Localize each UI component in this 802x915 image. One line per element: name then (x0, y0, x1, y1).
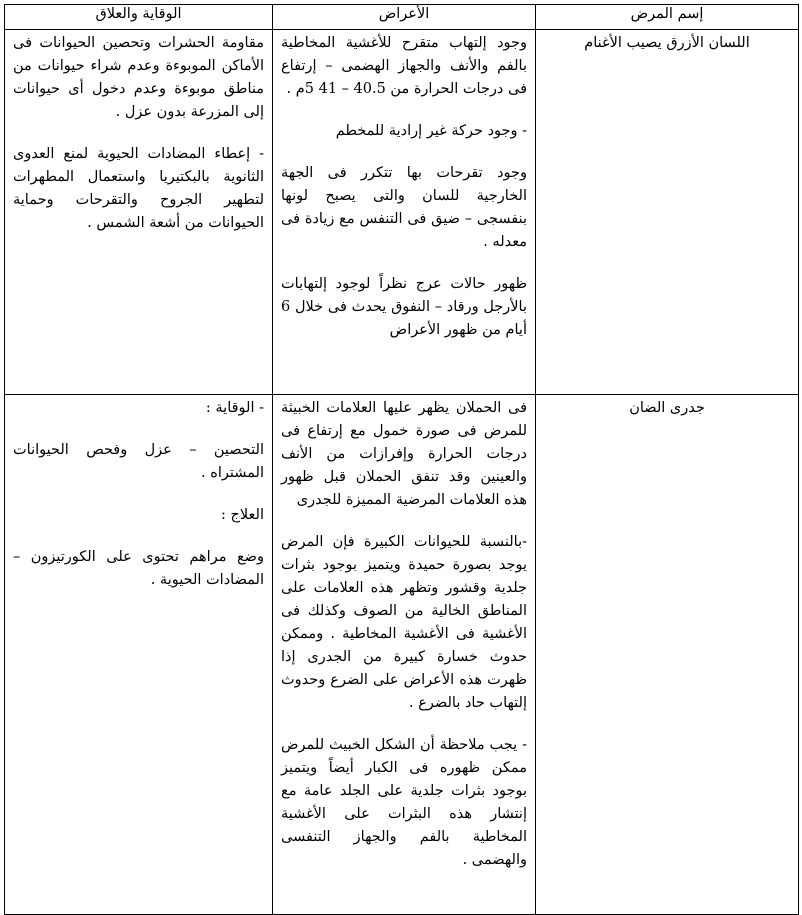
symptom-paragraph: - وجود حركة غير إرادية للمخطم (335, 123, 527, 139)
symptom-paragraph: ظهور حالات عرج نظراً لوجود إلتهابات بالأرجل ورقاد – النفوق يحدث فى خلال 6 أيام من ظهور الأعراض (281, 276, 527, 338)
symptoms-cell (273, 395, 536, 915)
treatment-paragraph: وضع مراهم تحتوى على الكورتيزون – المضادات الحيوية . (13, 549, 264, 588)
prevention-paragraph: التحصين – عزل وفحص الحيوانات المشتراه . (13, 442, 264, 481)
prevention-paragraph: - إعطاء المضادات الحيوية لمنع العدوى الثانوية بالبكتيريا واستعمال المطهرات لتطهير الجروح والتقرحات وحماية الحيوانات من أشعة الشمس . (13, 146, 264, 231)
header-row (5, 5, 799, 30)
prevention-cell (5, 30, 273, 395)
symptom-paragraph: - يجب ملاحظة أن الشكل الخبيث للمرض ممكن ظهوره فى الكبار أيضاً ويتميز بوجود بثرات جلدية على الجلد عامة مع إنتشار هذه البثرات على الأغشية المخاطية بالفم والجهاز التنفسى والهضمى . (281, 737, 527, 868)
table-row (5, 30, 799, 395)
disease-name-cell (536, 395, 799, 915)
symptom-paragraph: وجود إلتهاب متقرح للأغشية المخاطية بالفم والأنف والجهاز الهضمى – إرتفاع فى درجات الحرارة من 40.5 – 41 5م . (281, 35, 527, 97)
header-disease-name: إسم المرض (536, 5, 799, 30)
header-prevention-treatment: الوقاية والعلاق (5, 5, 273, 30)
disease-name: جدرى الضان (629, 400, 705, 416)
prevention-heading: - الوقاية : (205, 400, 264, 416)
symptoms-cell (273, 30, 536, 395)
symptom-paragraph: فى الحملان يظهر عليها العلامات الخبيثة للمرض فى صورة خمول مع إرتفاع فى درجات الحرارة وإفرازات من الأنف والعينين وقد تنفق الحملان قبل ظهور هذه العلامات المرضية المميزة للجدرى (281, 400, 527, 508)
disease-name-cell (536, 30, 799, 395)
disease-name: اللسان الأزرق يصيب الأغنام (584, 35, 750, 51)
prevention-cell (5, 395, 273, 915)
header-symptoms: الأعراض (273, 5, 536, 30)
treatment-heading: العلاج : (221, 507, 264, 523)
diseases-table (4, 4, 799, 915)
symptom-paragraph: -بالنسبة للحيوانات الكبيرة فإن المرض يوجد بصورة حميدة ويتميز بوجود بثرات جلدية وقشور وتظهر هذه العلامات على المناطق الخالية من الصوف وكذلك فى الأغشية فى الأغشية المخاطية . وممكن حدوث خسارة كبيرة من الجدرى إذا ظهرت هذه الأعراض على الضرع وحدوث إلتهاب حاد بالضرع . (281, 534, 527, 711)
symptom-paragraph: وجود تقرحات بها تتكرر فى الجهة الخارجية للسان والتى يصبح لونها بنفسجى – ضيق فى التنفس مع زيادة فى معدله . (281, 165, 527, 250)
prevention-paragraph: مقاومة الحشرات وتحصين الحيوانات فى الأماكن الموبوءة وعدم شراء حيوانات من مناطق موبوءة وعدم دخول أى حيوانات إلى المزرعة بدون عزل . (13, 35, 264, 120)
table-row (5, 395, 799, 915)
